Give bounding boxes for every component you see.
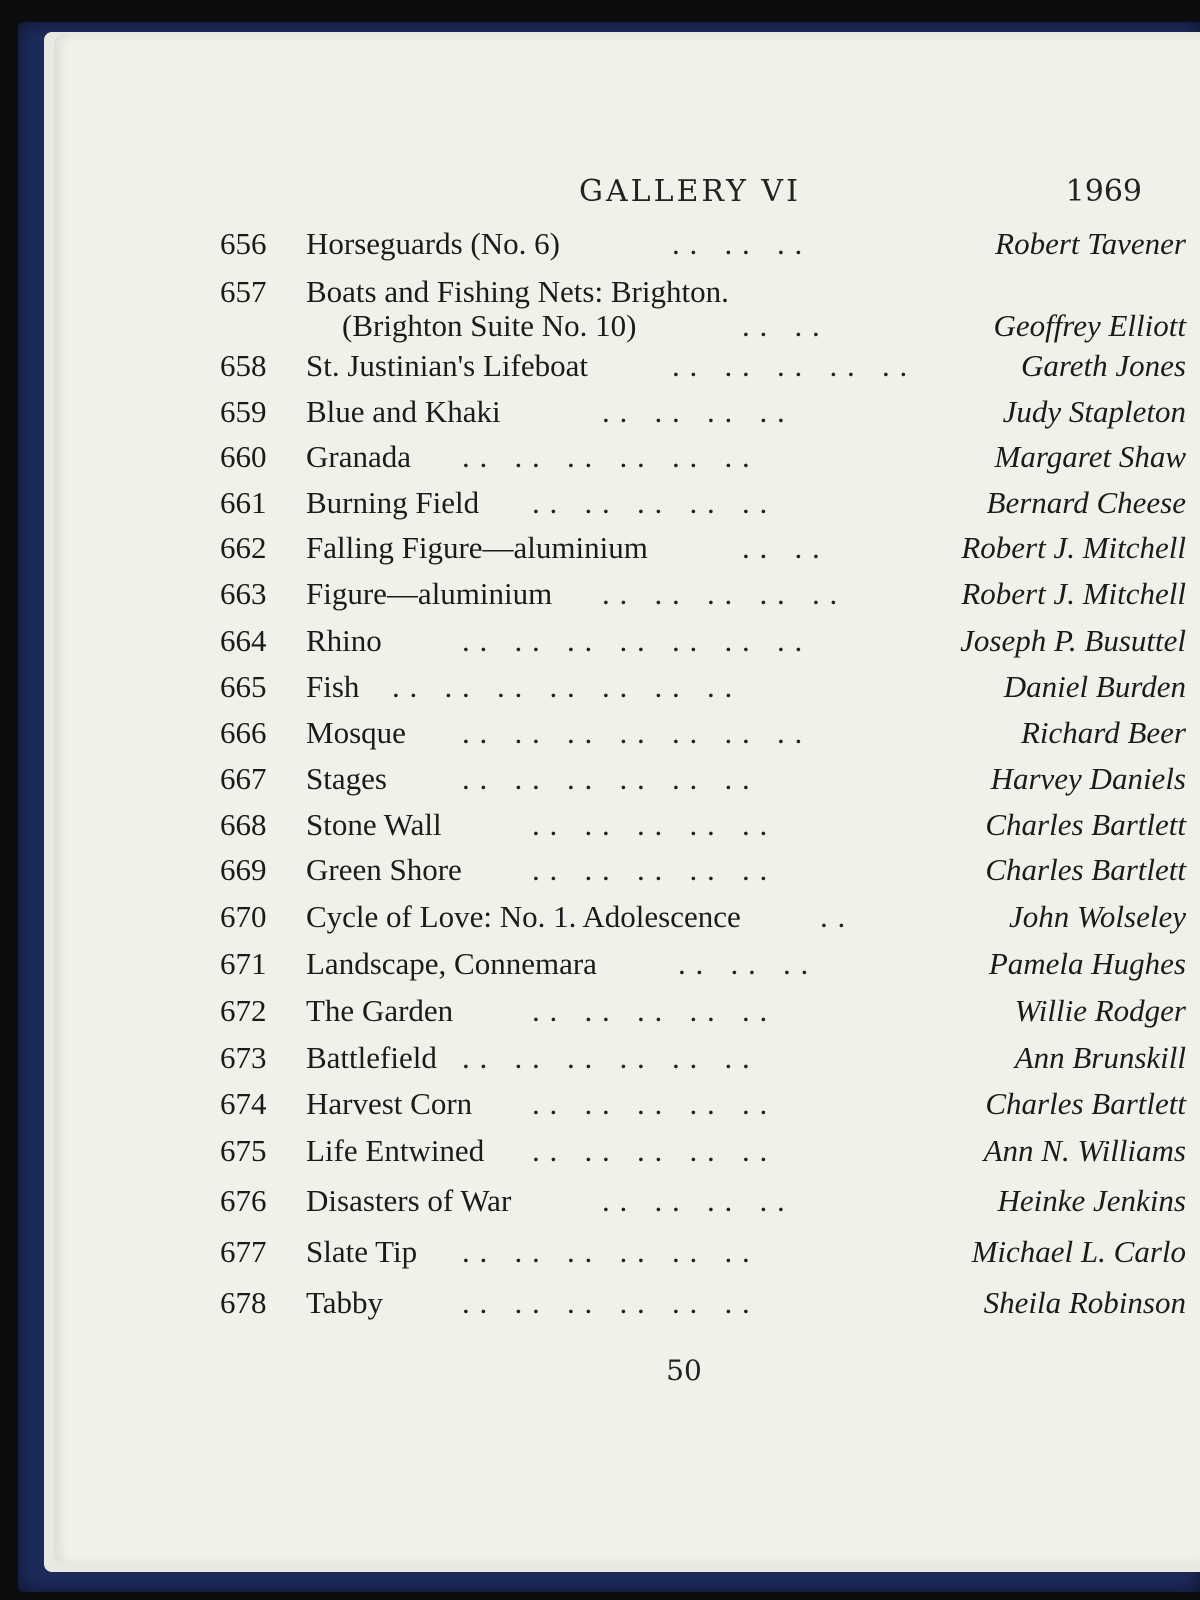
entry-artist: Charles Bartlett bbox=[985, 807, 1186, 842]
entry-number: 666 bbox=[220, 715, 267, 750]
entry-number: 663 bbox=[220, 576, 267, 611]
entry-number: 667 bbox=[220, 761, 267, 796]
entry-artist: Robert J. Mitchell bbox=[961, 576, 1186, 611]
entry-number: 671 bbox=[220, 946, 267, 981]
entry-title: Boats and Fishing Nets: Brighton. bbox=[306, 274, 729, 309]
leader-dots: . . . . bbox=[742, 530, 821, 565]
entry-artist: Charles Bartlett bbox=[985, 1086, 1186, 1121]
leader-dots: . . . . . . . . . . bbox=[532, 807, 769, 842]
catalogue-entry bbox=[54, 485, 1200, 525]
entry-title: Harvest Corn bbox=[306, 1086, 473, 1121]
entry-artist: Willie Rodger bbox=[1014, 993, 1186, 1028]
entry-artist: Geoffrey Elliott bbox=[993, 308, 1186, 343]
entry-title: Cycle of Love: No. 1. Adolescence bbox=[306, 899, 741, 934]
leader-dots: . . . . . . . . . . . . . . bbox=[462, 623, 804, 658]
entry-artist: Robert Tavener bbox=[995, 226, 1186, 261]
entry-number: 664 bbox=[220, 623, 267, 658]
entry-title: Rhino bbox=[306, 623, 382, 658]
leader-dots: . . . . . . . . . . bbox=[532, 1133, 769, 1168]
entry-artist: Robert J. Mitchell bbox=[961, 530, 1186, 565]
leader-dots: . . . . . . . . . . . . bbox=[462, 439, 751, 474]
catalogue-entry bbox=[54, 807, 1200, 847]
entry-number: 675 bbox=[220, 1133, 267, 1168]
catalogue-entry bbox=[54, 439, 1200, 479]
catalogue-entry bbox=[54, 1040, 1200, 1080]
entry-number: 656 bbox=[220, 226, 267, 261]
entry-title: Life Entwined bbox=[306, 1133, 485, 1168]
catalogue-entry bbox=[54, 761, 1200, 801]
entry-number: 670 bbox=[220, 899, 267, 934]
leader-dots: . . . . . . . . . . bbox=[532, 993, 769, 1028]
entry-number: 669 bbox=[220, 852, 267, 887]
entry-title: Stages bbox=[306, 761, 387, 796]
entry-artist: Richard Beer bbox=[1021, 715, 1186, 750]
entry-subtitle: (Brighton Suite No. 10) bbox=[342, 308, 637, 343]
leader-dots: . . . . . . . . . . . . . . bbox=[392, 669, 734, 704]
page-number: 50 bbox=[666, 1354, 702, 1387]
entry-artist: Margaret Shaw bbox=[994, 439, 1186, 474]
leader-dots: . . . . . . . . bbox=[602, 1183, 786, 1218]
entry-title: The Garden bbox=[306, 993, 454, 1028]
entry-number: 660 bbox=[220, 439, 267, 474]
year-label: 1969 bbox=[1065, 174, 1142, 209]
leader-dots: . . . . . . . . . . bbox=[602, 576, 839, 611]
catalogue-entry bbox=[54, 852, 1200, 892]
catalogue-entry bbox=[54, 899, 1200, 939]
entry-number: 672 bbox=[220, 993, 267, 1028]
catalogue-entry bbox=[54, 576, 1200, 616]
entry-title: Fish bbox=[306, 669, 360, 704]
entry-number: 657 bbox=[220, 274, 267, 309]
catalogue-entry bbox=[54, 1133, 1200, 1173]
leader-dots: . . . . . . . . . . bbox=[532, 1086, 769, 1121]
entry-title: Green Shore bbox=[306, 852, 462, 887]
entry-title: Blue and Khaki bbox=[306, 394, 501, 429]
catalogue-entry bbox=[54, 669, 1200, 709]
entry-artist: Joseph P. Busuttel bbox=[960, 623, 1186, 658]
entry-number: 659 bbox=[220, 394, 267, 429]
entry-number: 668 bbox=[220, 807, 267, 842]
catalogue-entry bbox=[54, 715, 1200, 755]
entry-title: Stone Wall bbox=[306, 807, 442, 842]
entry-artist: Judy Stapleton bbox=[1002, 394, 1186, 429]
entry-artist: Heinke Jenkins bbox=[997, 1183, 1186, 1218]
catalogue-entry bbox=[54, 993, 1200, 1033]
entry-artist: Charles Bartlett bbox=[985, 852, 1186, 887]
leader-dots: . . . . . . . . bbox=[602, 394, 786, 429]
entry-number: 677 bbox=[220, 1234, 267, 1269]
leader-dots: . . . . . . bbox=[672, 226, 804, 261]
catalogue-entry bbox=[54, 530, 1200, 570]
leader-dots: . . . . . . . . . . . . bbox=[462, 1285, 751, 1320]
entry-title: Disasters of War bbox=[306, 1183, 512, 1218]
catalogue-entry bbox=[54, 1285, 1200, 1325]
entry-number: 673 bbox=[220, 1040, 267, 1075]
catalogue-entry bbox=[54, 348, 1200, 388]
entry-artist: Ann Brunskill bbox=[1014, 1040, 1186, 1075]
entry-artist: John Wolseley bbox=[1008, 899, 1186, 934]
entry-title: Figure—aluminium bbox=[306, 576, 553, 611]
leader-dots: . . . . . . . . . . . . bbox=[462, 1040, 751, 1075]
entry-number: 674 bbox=[220, 1086, 267, 1121]
catalogue-entry bbox=[54, 623, 1200, 663]
entry-title: Horseguards (No. 6) bbox=[306, 226, 560, 261]
leader-dots: . . . . bbox=[742, 308, 821, 343]
entry-title: Tabby bbox=[306, 1285, 384, 1320]
entry-title: Burning Field bbox=[306, 485, 480, 520]
catalogue-entry bbox=[54, 226, 1200, 266]
entry-number: 665 bbox=[220, 669, 267, 704]
leader-dots: . . . . . . . . . . . . . . bbox=[462, 715, 804, 750]
gallery-title: GALLERY VI bbox=[579, 174, 801, 209]
entry-artist: Gareth Jones bbox=[1020, 348, 1186, 383]
entry-list bbox=[54, 34, 1200, 1564]
entry-number: 658 bbox=[220, 348, 267, 383]
catalogue-entry bbox=[54, 1234, 1200, 1274]
leader-dots: . . . . . . . . . . . . bbox=[462, 761, 751, 796]
catalogue-entry bbox=[54, 394, 1200, 434]
leader-dots: . . . . . . . . . . bbox=[532, 852, 769, 887]
leader-dots: . . . . . . . . . . . . bbox=[462, 1234, 751, 1269]
entry-number: 678 bbox=[220, 1285, 267, 1320]
catalogue-entry bbox=[54, 1183, 1200, 1223]
entry-number: 662 bbox=[220, 530, 267, 565]
entry-artist: Ann N. Williams bbox=[983, 1133, 1186, 1168]
catalogue-page bbox=[54, 34, 1200, 1564]
entry-title: Slate Tip bbox=[306, 1234, 418, 1269]
entry-title: Landscape, Connemara bbox=[306, 946, 597, 981]
entry-artist: Harvey Daniels bbox=[990, 761, 1186, 796]
catalogue-entry bbox=[54, 1086, 1200, 1126]
entry-artist: Bernard Cheese bbox=[986, 485, 1186, 520]
entry-artist: Daniel Burden bbox=[1003, 669, 1186, 704]
entry-title: Mosque bbox=[306, 715, 406, 750]
leader-dots: . . bbox=[820, 899, 847, 934]
entry-title: St. Justinian's Lifeboat bbox=[306, 348, 588, 383]
entry-number: 661 bbox=[220, 485, 267, 520]
leader-dots: . . . . . . . . . . bbox=[532, 485, 769, 520]
entry-title: Granada bbox=[306, 439, 411, 474]
entry-title: Falling Figure—aluminium bbox=[306, 530, 648, 565]
entry-artist: Pamela Hughes bbox=[988, 946, 1186, 981]
leader-dots: . . . . . . bbox=[678, 946, 810, 981]
entry-title: Battlefield bbox=[306, 1040, 437, 1075]
entry-artist: Sheila Robinson bbox=[983, 1285, 1186, 1320]
catalogue-entry bbox=[54, 274, 1200, 343]
catalogue-entry bbox=[54, 946, 1200, 986]
entry-number: 676 bbox=[220, 1183, 267, 1218]
leader-dots: . . . . . . . . . . bbox=[672, 348, 909, 383]
entry-artist: Michael L. Carlo bbox=[971, 1234, 1186, 1269]
